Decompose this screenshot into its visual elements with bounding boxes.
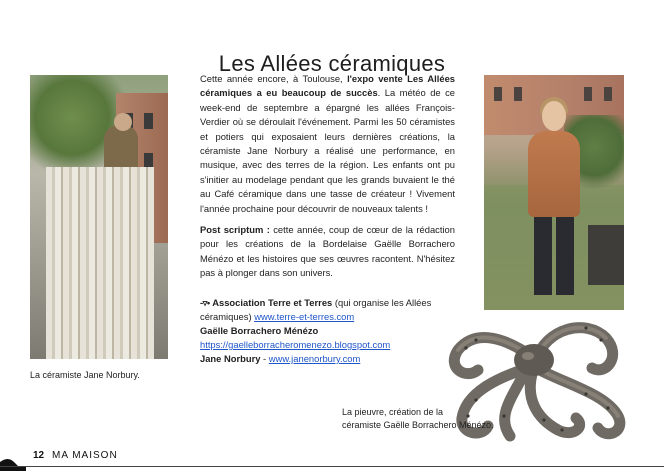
article-paragraph-1: Cette année encore, à Toulouse, l'expo vente Les Allées céramiques a eu beaucoup de succès. La météo de ce week-end de septembre a épargné les allées François-Verdier où se déroulait l'événement. Parmi les 50 céramistes et potiers qui exposaient leurs dernières créations, la céramiste Jane Norbury a réalisé une performance, en musique, avec des terres de la région. Les enfants ont pu s'initier au modelage pendant que les grands buvaient le thé au Café céramique dans une tasse de créateur ! Vivement l'année prochaine pour découvrir de nouveaux talents ! [200,73,455,214]
gaelle-link[interactable]: https://gaelleborracheromenezo.blogspot.com [200,339,391,350]
caption-right-line2: céramiste Gaëlle Borrachero Ménézo. [342,420,494,430]
jane-name: Jane Norbury [200,353,261,364]
jane-line: Jane Norbury - www.janenorbury.com [200,353,361,364]
magazine-name: MA MAISON [52,450,118,461]
ps-label: Post scriptum : [200,224,270,236]
caption-left: La céramiste Jane Norbury. [30,370,140,380]
article-paragraph-ps: Post scriptum : cette année, coup de cœur de la rédaction pour les créations de la Bordelaise Gaëlle Borrachero Ménézo et les histoires que ses œuvres racontent. N'hésitez pas à plonger dans son univers. [200,224,455,279]
gaelle-link-line [200,338,470,352]
assoc-symbol: -▿• [200,297,210,308]
footer-rule [0,466,664,467]
figure-legs [534,215,574,295]
ceramist-head [114,113,132,131]
caption-right [342,406,502,432]
gaelle-name: Gaëlle Borrachero Ménézo [200,325,319,336]
article-body [200,72,455,288]
jane-link[interactable]: www.janenorbury.com [268,353,361,364]
figure-head [542,101,566,131]
photo-jane-norbury [30,75,168,359]
page-footer [0,444,664,471]
display-table [588,225,624,285]
page-title: Les Allées céramiques [218,50,446,76]
assoc-link[interactable]: www.terre-et-terres.com [254,311,355,322]
ceramist-figure [104,125,138,173]
gaelle-line [200,324,470,338]
clay-panel [46,167,154,359]
assoc-name: Association Terre et Terres [212,297,333,308]
assoc-line: -▿• Association Terre et Terres (qui organise les Allées céramiques) www.terre-et-terres.com [200,297,432,322]
links-block [200,296,470,366]
footer-logo-icon [0,456,26,471]
figure-body [528,131,580,217]
caption-right-line1: La pieuvre, création de la [342,407,444,417]
photo-gaelle-borrachero [484,75,624,310]
page-number: 12 [33,450,45,461]
article-highlight: l'expo vente Les Allées céramiques a eu beaucoup de succès [200,73,455,99]
